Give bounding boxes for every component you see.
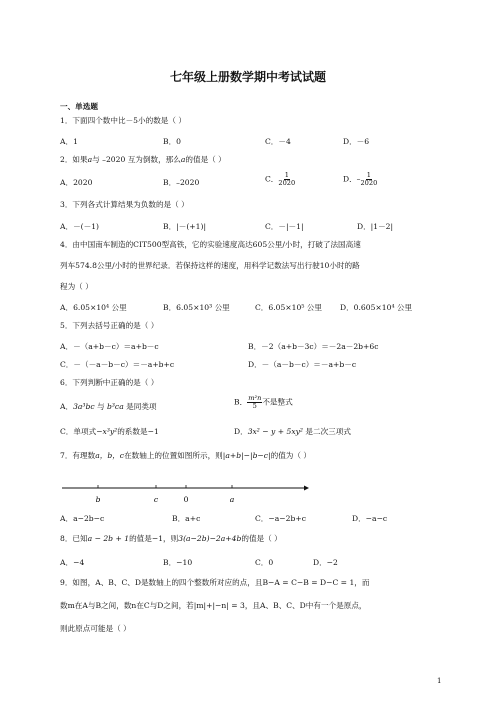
q6-option-b: B． $\frac{\text{m²n}}{5}$ 不是整式 bbox=[234, 394, 293, 410]
q4-option-a: A．6.05×10⁴ 公里 bbox=[60, 303, 127, 312]
page-title: 七年级上册数学期中考试试题 bbox=[169, 70, 326, 84]
question-1-stem: 1．下面四个数中比－5小的数是（ ） bbox=[60, 116, 186, 125]
q4-option-b: B．6.05×10³ 公里 bbox=[163, 303, 230, 312]
q1-option-a: A．1 bbox=[60, 137, 78, 146]
number-line bbox=[60, 480, 310, 506]
q6-option-d: D．3x² − y + 5xy² 是二次三项式 bbox=[234, 427, 351, 436]
question-2-stem: 2．如果a与 –2020 互为倒数，那么a的值是（ ） bbox=[60, 155, 226, 164]
question-4-line-2: 列车574.8公里/小时的世界纪录．若保持这样的速度，用科学记数法写出行驶10小时的路 bbox=[60, 261, 360, 270]
q5-option-c: C．－（－a－b－c）＝－a+b+c bbox=[60, 360, 175, 369]
section-heading: 一、单选题 bbox=[60, 102, 98, 111]
question-9-line-2: 数m在A与B之间，数n在C与D之间，若|m|+|−n| = 3，且A、B、C、D中有一个是原点， bbox=[60, 601, 367, 610]
q2-option-c: C． $\frac{1}{2020}$ bbox=[265, 171, 296, 187]
q8-option-a: A．−4 bbox=[60, 558, 85, 567]
q8-option-b: B．−10 bbox=[163, 558, 193, 567]
q7-option-c: C．−a−2b+c bbox=[255, 514, 306, 523]
q6-option-a: A．3a³bc 与 b³ca 是同类项 bbox=[60, 402, 157, 411]
label-c: c bbox=[153, 495, 159, 504]
question-4-line-3: 程为（ ） bbox=[60, 282, 93, 291]
q1-option-c: C．－4 bbox=[265, 137, 291, 146]
question-5-stem: 5．下列去括号正确的是（ ） bbox=[60, 321, 159, 330]
q8-option-d: D．−2 bbox=[313, 558, 338, 567]
q4-option-d: D．0.605×10⁴ 公里 bbox=[340, 303, 413, 312]
question-7-stem: 7．有理数a，b，c在数轴上的位置如图所示，则|a+b|−|b−c|的值为（ ） bbox=[60, 451, 311, 460]
q5-option-d: D．－（a－b－c）＝－a+b－c bbox=[248, 360, 357, 369]
question-9-line-3: 则此原点可能是（ ） bbox=[60, 624, 131, 633]
q2-option-a: A．2020 bbox=[60, 178, 93, 187]
question-6-stem: 6．下列判断中正确的是（ ） bbox=[60, 378, 159, 387]
q7-option-b: B．a+c bbox=[172, 514, 201, 523]
q2-option-d: D．– $\frac{1}{2020}$ bbox=[343, 171, 378, 187]
q1-option-b: B．0 bbox=[163, 137, 182, 146]
q3-option-d: D．|1－2| bbox=[357, 222, 394, 231]
q7-option-a: A．a−2b−c bbox=[60, 514, 105, 523]
q5-option-a: A．－（a+b－c）＝a+b－c bbox=[60, 342, 159, 351]
question-8-stem: 8．已知a − 2b + 1的值是−1，则3(a−2b)−2a+4b的值是（ ） bbox=[60, 534, 282, 543]
q2-option-b: B．–2020 bbox=[163, 178, 200, 187]
question-4-line-1: 4．由中国南车制造的CIT500型高铁，它的实验速度高达605公里/小时，打破了法国高速 bbox=[60, 240, 361, 249]
q3-option-c: C．－|－1| bbox=[265, 222, 304, 231]
q7-option-d: D．−a−c bbox=[352, 514, 388, 523]
q4-option-c: C．6.05×10⁵ 公里 bbox=[255, 303, 322, 312]
question-3-stem: 3．下列各式计算结果为负数的是（ ） bbox=[60, 200, 189, 209]
q1-option-d: D．－6 bbox=[343, 137, 370, 146]
label-b: b bbox=[95, 495, 101, 504]
label-0: 0 bbox=[183, 495, 189, 504]
q6-option-c: C．单项式−x³y²的系数是−1 bbox=[60, 427, 159, 436]
q8-option-c: C．0 bbox=[255, 558, 274, 567]
q3-option-a: A．－(－1) bbox=[60, 222, 100, 231]
question-9-line-1: 9．如图，A、B、C、D是数轴上的四个整数所对应的点，且B−A = C−B = D−C = 1，而 bbox=[60, 578, 370, 587]
number-line-arrow bbox=[304, 486, 309, 491]
label-a: a bbox=[229, 495, 235, 504]
q3-option-b: B．|－(+1)| bbox=[163, 222, 207, 231]
q5-option-b: B．－2（a+b－3c）＝－2a－2b+6c bbox=[248, 342, 379, 351]
page-number: 1 bbox=[437, 677, 442, 685]
